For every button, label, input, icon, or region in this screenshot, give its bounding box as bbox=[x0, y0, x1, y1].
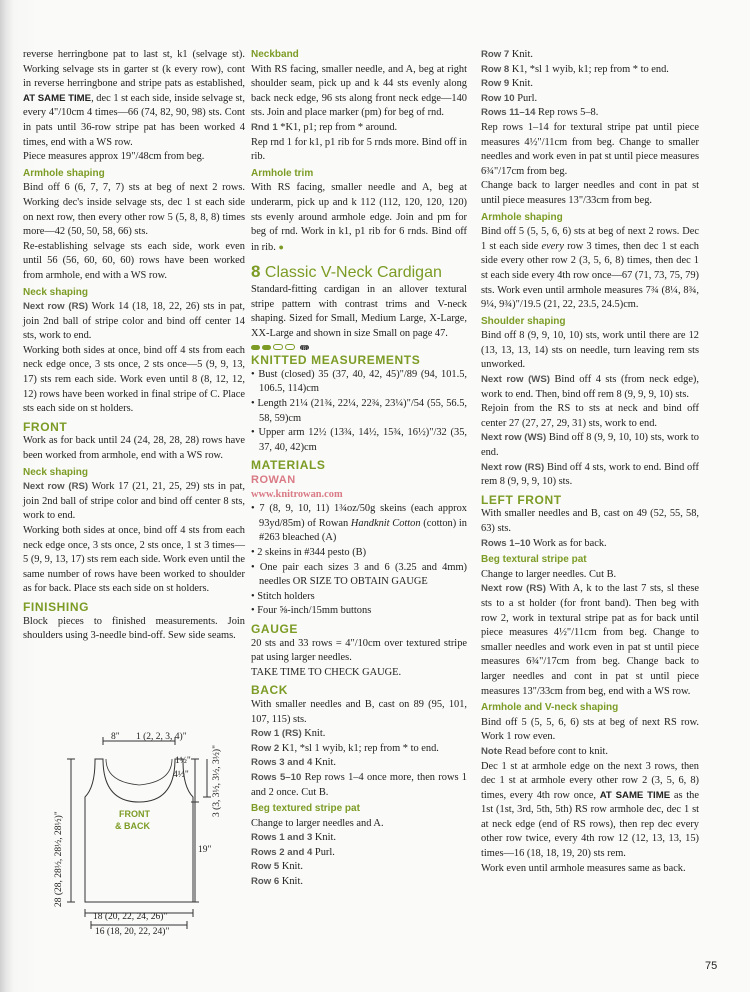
row-instruction: Rows 2 and 4 Purl. bbox=[251, 846, 335, 858]
schematic-neck-depth1: 1½" bbox=[175, 756, 191, 766]
paragraph: Rejoin from the RS to sts at neck and bind off center 27 (27, 27, 29, 31) sts, work to end. bbox=[481, 403, 699, 429]
paragraph: Bind off 8 (9, 9, 10, 10) sts, work until there are 12 (13, 13, 13, 14) sts on needle, turn leaving rem sts unworked. bbox=[481, 330, 699, 371]
row-instruction: Rows 11–14 Rep rows 5–8. bbox=[481, 107, 599, 119]
neck-shaping-heading: Neck shaping bbox=[23, 286, 89, 298]
textured-stripe-heading: Beg textured stripe pat bbox=[251, 803, 360, 815]
paragraph: Work even until armhole measures same as back. bbox=[481, 862, 686, 874]
measurement-item: • Upper arm 12½ (13¾, 14½, 15¾, 16½)"/32 (35, 37, 40, 42)cm bbox=[251, 427, 467, 453]
garment-schematic bbox=[23, 727, 238, 937]
materials-heading: MATERIALS bbox=[251, 458, 326, 473]
skill-bar-icon bbox=[285, 344, 295, 350]
armhole-shaping-heading: Armhole shaping bbox=[23, 167, 105, 179]
skill-bar-icon bbox=[273, 344, 283, 350]
material-item: • Stitch holders bbox=[251, 590, 315, 602]
paragraph: Working both sides at once, bind off 4 sts from each neck edge once, 3 sts once, 2 sts once—5 (9, 9, 13, 17) sts rem each side. Work even until 8 (8, 12, 12, 12) rows have been worked in final stripe of C. Place sts each side on st holders. bbox=[23, 344, 245, 415]
page-number: 75 bbox=[705, 960, 718, 972]
pattern-intro: Standard-fitting cardigan in an allover textural stripe pattern with contrast trims and V-neck shaping. Sized for Small, Medium Large, X-Large, XX-Large and shown in size Small on page 47. bbox=[251, 283, 467, 339]
paragraph: Re-establishing selvage sts each side, work even until 56 (56, 60, 60, 60) rows have been worked from armhole, end with a WS row. bbox=[23, 240, 245, 281]
paragraph: Change back to larger needles and cont in pat st until piece measures 13"/33cm from beg. bbox=[481, 180, 699, 206]
paragraph: TAKE TIME TO CHECK GAUGE. bbox=[251, 666, 402, 678]
keyword: AT SAME TIME bbox=[23, 92, 92, 104]
rowan-url-link[interactable]: www.knitrowan.com bbox=[251, 488, 343, 500]
paragraph: Next row (RS) Work 14 (18, 18, 22, 26) sts in pat, join 2nd ball of stripe color and bind off center 14 sts, work to end. bbox=[23, 301, 245, 342]
keyword: AT SAME TIME bbox=[599, 789, 671, 801]
pattern-title: 8 Classic V-Neck Cardigan bbox=[251, 262, 442, 282]
paragraph: Piece measures approx 19"/48cm from beg. bbox=[23, 151, 205, 163]
schematic-neck-depth2: 4½" bbox=[173, 770, 189, 780]
row-instruction: Row 8 K1, *sl 1 wyib, k1; rep from * to end. bbox=[481, 63, 669, 75]
armhole-vneck-heading: Armhole and V-neck shaping bbox=[481, 702, 619, 714]
row-label: Rnd 1 bbox=[251, 121, 278, 133]
front-neck-shaping-heading: Neck shaping bbox=[23, 466, 89, 478]
left-front-heading: LEFT FRONT bbox=[481, 492, 562, 507]
row-instruction: Next row (WS) Bind off 8 (9, 9, 10, 10) sts, work to end. bbox=[481, 432, 699, 459]
paragraph: Block pieces to finished measurements. Join shoulders using 3-needle bind-off. Sew side seams. bbox=[23, 615, 245, 642]
paragraph: With smaller needles and B, cast on 89 (95, 101, 107, 115) sts. bbox=[251, 698, 467, 725]
paragraph: reverse herringbone pat to last st, k1 (selvage st). Working selvage sts in garter st (k every row), cont in reverse herringbone and stripe pats as established, AT SAME TIME, dec 1 st each side, inside selvage st, every 4"/10cm 4 times—66 (74, 82, 90, 98) sts. Cont in pats until 36-row stripe pat has been worked 4 times, end with a WS row. bbox=[23, 49, 245, 148]
knitted-measurements-heading: KNITTED MEASUREMENTS bbox=[251, 353, 421, 368]
material-item: • 7 (8, 9, 10, 11) 1¾oz/50g skeins (each approx 93yd/85m) of Rowan Handknit Cotton (cotton) in #263 bleached (A) bbox=[251, 503, 468, 544]
schematic-label-back: & BACK bbox=[115, 821, 150, 831]
paragraph: Change to larger needles and A. bbox=[251, 817, 384, 829]
textural-stripe-heading: Beg textural stripe pat bbox=[481, 554, 587, 566]
schematic-label-front: FRONT bbox=[119, 809, 150, 819]
row-instruction: Row 5 Knit. bbox=[251, 861, 303, 873]
skill-bar-icon bbox=[262, 345, 271, 350]
note: Note Read before cont to knit. bbox=[481, 745, 608, 757]
paragraph: 20 sts and 33 rows = 4"/10cm over textured stripe pat using larger needles. bbox=[251, 637, 467, 664]
row-instruction: Row 2 K1, *sl 1 wyib, k1; rep from * to end. bbox=[251, 742, 439, 754]
skill-badge-icon: Ⓡ bbox=[301, 344, 308, 353]
row-instruction: Row 10 Purl. bbox=[481, 92, 538, 104]
measurement-item: • Bust (closed) 35 (37, 40, 42, 45)"/89 (94, 101.5, 106.5, 114)cm bbox=[251, 368, 467, 395]
row-label: Next row (RS) bbox=[23, 481, 89, 493]
front-heading: FRONT bbox=[23, 419, 68, 434]
row-instruction: Row 6 Knit. bbox=[251, 876, 303, 888]
row-instruction: Rows 5–10 Rep rows 1–4 once more, then rows 1 and 2 once. Cut B. bbox=[251, 771, 467, 798]
paragraph: Bind off 6 (6, 7, 7, 7) sts at beg of next 2 rows. Working dec's inside selvage sts, dec 1 st each side on next row, then every other row 5 (5, 8, 8, 8) times more—42 (50, 50, 58, 66) sts. bbox=[23, 182, 245, 238]
material-item: • 2 skeins in #344 pesto (B) bbox=[251, 547, 367, 558]
row-instruction: Rows 1 and 3 Knit. bbox=[251, 832, 336, 844]
row-instruction: Next row (RS) Bind off 4 sts, work to end. Bind off rem 8 (9, 9, 9, 10) sts. bbox=[481, 461, 699, 488]
schematic-total-length: 28 (28, 28½, 28½, 28½)" bbox=[54, 811, 64, 907]
skill-bar-icon bbox=[251, 345, 260, 350]
row-instruction: Rows 3 and 4 Knit. bbox=[251, 757, 336, 769]
column-2 bbox=[251, 48, 467, 890]
schematic-top-width: 8" bbox=[111, 732, 120, 742]
paragraph: Rnd 1 *K1, p1; rep from * around. bbox=[251, 121, 398, 133]
neckband-heading: Neckband bbox=[251, 49, 299, 60]
skill-level-indicator bbox=[251, 344, 467, 353]
paragraph: Rep rnd 1 for k1, p1 rib for 5 rnds more. Bind off in rib. bbox=[251, 136, 467, 163]
shoulder-shaping-heading: Shoulder shaping bbox=[481, 315, 566, 327]
back-heading: BACK bbox=[251, 683, 289, 698]
paragraph: With RS facing, smaller needle and A, beg at underarm, pick up and k 112 (112, 120, 120, 120) sts evenly around armhole edge. Join and pm for beg of rnd. Work in k1, p1 rib for 6 rnds. Bind off in rib. ● bbox=[251, 182, 467, 253]
schematic-side-length: 19" bbox=[198, 845, 212, 855]
material-item: • One pair each sizes 3 and 6 (3.25 and 4mm) needles OR SIZE TO OBTAIN GAUGE bbox=[251, 561, 467, 588]
paragraph: Rep rows 1–14 for textural stripe pat until piece measures 4½"/11cm from beg. Change to smaller needles and work even in pat st until piece measures 6¾"/17cm from beg. bbox=[481, 121, 699, 177]
schematic-bottom-width1: 18 (20, 22, 24, 26)" bbox=[93, 912, 168, 922]
gauge-heading: GAUGE bbox=[251, 621, 299, 636]
row-instruction: Next row (WS) Bind off 4 sts (from neck edge), work to end. Then, bind off rem 8 (9, 9, 9, 10) sts. bbox=[481, 374, 699, 400]
end-mark-icon: ● bbox=[278, 241, 284, 252]
armhole-trim-heading: Armhole trim bbox=[251, 167, 314, 179]
paragraph: Bind off 5 (5, 5, 6, 6) sts at beg of next RS row. Work 1 row even. bbox=[481, 716, 699, 743]
material-item: • Four ⅝-inch/15mm buttons bbox=[251, 605, 372, 617]
armhole-shaping-heading: Armhole shaping bbox=[481, 211, 563, 223]
row-instruction: Next row (RS) With A, k to the last 7 sts, sl these sts to a st holder (for front band). Then beg with row 2, work in textural stripe pat as for back until piece measures 4½"/11cm from beg. Change to smaller needles and work even in pat st until piece measures 6¾"/17cm from beg. Change back to larger needles and cont in pat st until piece measures 13"/33cm from beg, end with a WS row. bbox=[481, 583, 700, 697]
row-instruction: Rows 1–10 Work as for back. bbox=[481, 537, 607, 549]
paragraph: Work as for back until 24 (24, 28, 28, 28) rows have been worked from armhole, end with a WS row. bbox=[23, 435, 245, 462]
column-1 bbox=[23, 48, 245, 644]
paragraph: Working both sides at once, bind off 4 sts from each neck edge once, 3 sts once, 2 sts once, 1 st 3 times—5 (9, 9, 13, 17) sts rem each side. Work even until the same number of rows have been worked to shoulder as for back. Place sts each side on st holders. bbox=[23, 525, 245, 595]
rowan-brand: ROWAN bbox=[251, 474, 296, 487]
paragraph: Dec 1 st at armhole edge on the next 3 rows, then dec 1 st at armhole every other row 2 (3, 5, 6, 8) times, every 4th row once, AT SAME TIME as the 1st (1st, 3rd, 5th, 5th) RS row armhole dec, dec 1 st at neck edge (end of RS rows), then rep dec every other row twice, every 4th row 12 (12, 13, 13, 15) times—16 (18, 18, 19, 20) sts rem. bbox=[481, 760, 699, 860]
paragraph: Next row (RS) Work 17 (21, 21, 25, 29) sts in pat, join 2nd ball of stripe color and bind off center 8 sts, work to end. bbox=[23, 481, 245, 522]
paragraph: Bind off 5 (5, 5, 6, 6) sts at beg of next 2 rows. Dec 1 st each side every row 3 times, then dec 1 st each side every other row 2 (3, 5, 6, 8) times, then dec 1 st each side every 4th row once—67 (71, 73, 75, 79) sts. Work even until armhole measures 7¾ (8¼, 8¾, 9¼, 9¾)"/19.5 (21, 22, 23.5, 24.5)cm. bbox=[481, 226, 699, 311]
paragraph: With RS facing, smaller needle, and A, beg at right shoulder seam, pick up and k 44 sts evenly along back neck edge, 96 sts along front neck edge—140 sts. Join and place marker (pm) for beg of rnd. bbox=[251, 63, 467, 119]
row-instruction: Row 7 Knit. bbox=[481, 49, 533, 60]
schematic-armhole-depth: 3 (3, 3½, 3½, 3½)" bbox=[212, 745, 222, 817]
row-label: Next row (RS) bbox=[23, 301, 89, 313]
column-3 bbox=[481, 48, 699, 876]
row-instruction: Row 1 (RS) Knit. bbox=[251, 728, 326, 740]
finishing-heading: FINISHING bbox=[23, 599, 90, 614]
paragraph: With smaller needles and B, cast on 49 (52, 55, 58, 63) sts. bbox=[481, 508, 699, 534]
schematic-strap-width: 1 (2, 2, 3, 4)" bbox=[136, 732, 187, 742]
row-instruction: Row 9 Knit. bbox=[481, 78, 533, 90]
paragraph: Change to larger needles. Cut B. bbox=[481, 568, 617, 580]
measurement-item: • Length 21¼ (21¾, 22¼, 22¾, 23¼)"/54 (55, 56.5, 58, 59)cm bbox=[251, 398, 467, 424]
schematic-bottom-width2: 16 (18, 20, 22, 24)" bbox=[95, 927, 170, 937]
